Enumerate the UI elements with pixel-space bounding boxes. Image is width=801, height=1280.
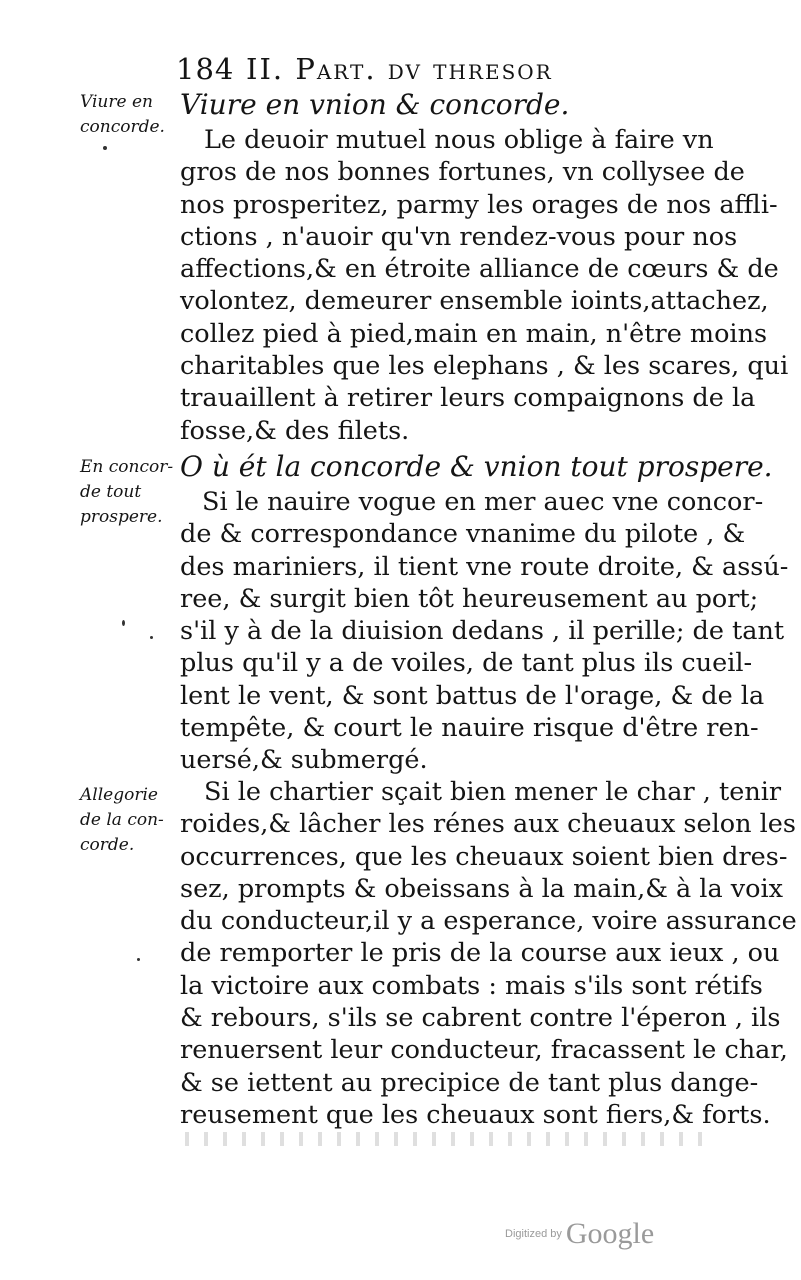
text-line: Si le nauire vogue en mer auec vne concor- bbox=[202, 487, 764, 517]
margin-note-line: Viure en bbox=[80, 92, 153, 112]
text-line: collez pied à pied,main en main, n'être moins bbox=[180, 318, 768, 349]
ink-speck bbox=[122, 620, 125, 626]
text-line: & rebours, s'ils se cabrent contre l'éperon , ils bbox=[180, 1003, 781, 1034]
text-line: & se iettent au precipice de tant plus dange- bbox=[180, 1067, 759, 1098]
text-line: Si le chartier sçait bien mener le char , tenir bbox=[204, 777, 782, 807]
text-line: plus qu'il y a de voiles, de tant plus ils cueil- bbox=[180, 648, 753, 679]
section-heading-vnion-concorde: Viure en vnion & concorde. bbox=[180, 88, 570, 121]
text-line: s'il y à de la diuision dedans , il perille; de tant bbox=[180, 616, 785, 647]
text-line: lent le vent, & sont battus de l'orage, & de la bbox=[180, 680, 765, 711]
text-line: volontez, demeurer ensemble ioints,attachez, bbox=[180, 286, 769, 317]
text-line: nos prosperitez, parmy les orages de nos affli- bbox=[180, 189, 778, 220]
running-head bbox=[176, 52, 716, 86]
text-line: de remporter le pris de la course aux ieux , ou bbox=[180, 938, 780, 969]
margin-note-allegorie bbox=[80, 783, 176, 858]
google-logo-text: Google bbox=[565, 1217, 655, 1250]
show-through-ink bbox=[185, 1132, 705, 1146]
text-line: la victoire aux combats : mais s'ils sont rétifs bbox=[180, 970, 763, 1001]
margin-note-line: de la con- bbox=[80, 810, 164, 830]
paragraph-deuoir-mutuel bbox=[180, 124, 789, 447]
ink-speck bbox=[137, 958, 140, 961]
ink-speck bbox=[103, 146, 107, 150]
text-line: gros de nos bonnes fortunes, vn collysee de bbox=[180, 157, 745, 188]
text-line: sez, prompts & obeissans à la main,& à la voix bbox=[180, 873, 784, 904]
page-number: 184 bbox=[176, 52, 235, 86]
text-line: Le deuoir mutuel nous oblige à faire vn bbox=[204, 125, 714, 155]
text-line: de & correspondance vnanime du pilote , & bbox=[180, 519, 746, 550]
text-line: occurrences, que les cheuaux soient bien dres- bbox=[180, 841, 788, 872]
digitized-by-label: Digitized by bbox=[505, 1228, 562, 1240]
text-line: roides,& lâcher les rénes aux cheuaux selon les bbox=[180, 809, 796, 840]
text-line: reusement que les cheuaux sont fiers,& forts. bbox=[180, 1099, 771, 1130]
ink-speck bbox=[150, 636, 153, 639]
text-line: des mariniers, il tient vne route droite, & assú- bbox=[180, 551, 789, 582]
margin-note-line: Allegorie bbox=[80, 785, 158, 805]
text-line: fosse,& des filets. bbox=[180, 415, 410, 446]
margin-note-viure-en-concorde bbox=[80, 90, 176, 140]
text-line: charitables que les elephans , & les scares, qui bbox=[180, 351, 789, 382]
paragraph-chartier bbox=[180, 776, 797, 1131]
running-title: II. Part. dv thresor bbox=[246, 52, 553, 86]
margin-note-line: corde. bbox=[80, 835, 135, 855]
margin-note-line: de tout bbox=[80, 482, 142, 502]
text-line: du conducteur,il y a esperance, voire assurance bbox=[180, 906, 797, 937]
text-line: ree, & surgit bien tôt heureusement au port; bbox=[180, 583, 759, 614]
margin-note-line: concorde. bbox=[80, 117, 165, 137]
margin-note-en-concorde-tout-prospere bbox=[80, 455, 176, 530]
section-heading-concorde-prospere: O ù ét la concorde & vnion tout prospere. bbox=[180, 450, 773, 483]
margin-note-line: prospere. bbox=[80, 507, 163, 527]
text-line: trauaillent à retirer leurs compaignons de la bbox=[180, 383, 756, 414]
margin-note-line: En concor- bbox=[80, 457, 174, 477]
text-line: ctions , n'auoir qu'vn rendez-vous pour nos bbox=[180, 221, 738, 252]
text-line: renuersent leur conducteur, fracassent le char, bbox=[180, 1035, 788, 1066]
text-line: uersé,& submergé. bbox=[180, 745, 428, 776]
google-digitized-watermark bbox=[505, 1217, 654, 1251]
text-line: tempête, & court le nauire risque d'être ren- bbox=[180, 713, 759, 744]
text-line: affections,& en étroite alliance de cœurs & de bbox=[180, 254, 779, 285]
paragraph-nauire bbox=[180, 486, 789, 777]
